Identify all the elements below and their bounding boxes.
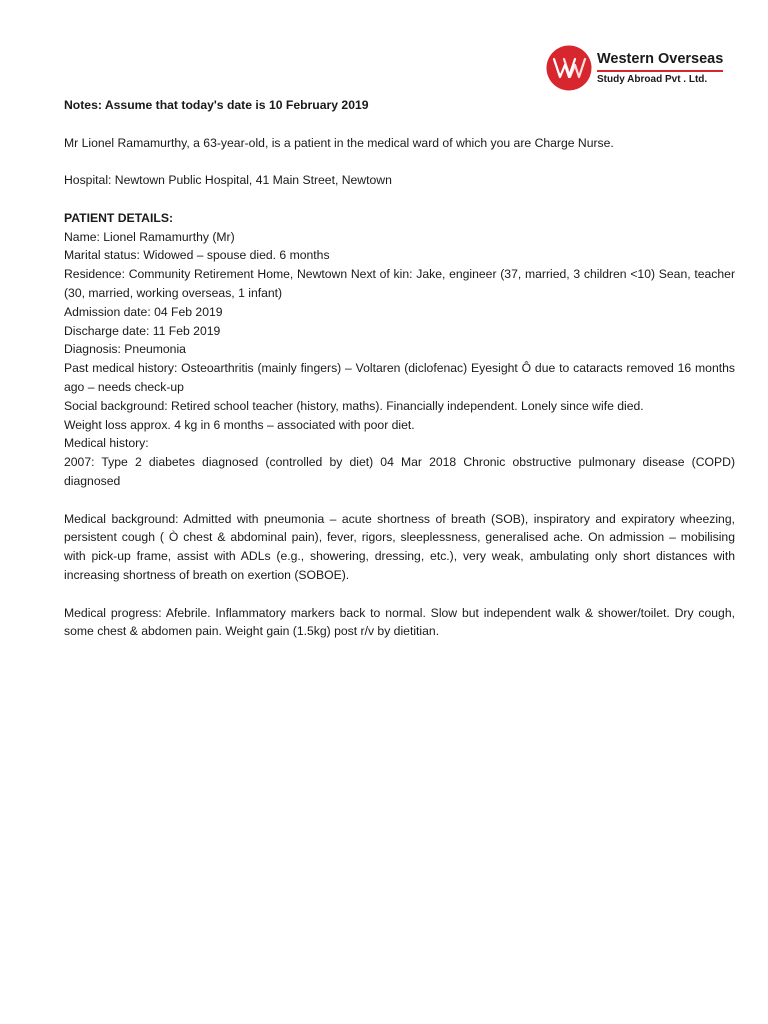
spacer	[64, 152, 735, 171]
company-logo	[546, 44, 736, 92]
medical-progress: Medical progress: Afebrile. Inflammatory markers back to normal. Slow but independent walk & shower/toilet. Dry cough, some chest & abdomen pain. Weight gain (1.5kg) post r/v by dietitian.	[64, 605, 735, 639]
notes-line: Notes: Assume that today's date is 10 February 2019	[64, 98, 369, 112]
logo-text	[597, 51, 723, 86]
residence: Residence: Community Retirement Home, Newtown Next of kin: Jake, engineer (37, married, 3 children <10) Sean, teacher (30, married, working overseas, 1 infant)	[64, 267, 735, 300]
spacer	[64, 115, 735, 134]
hospital-line: Hospital: Newtown Public Hospital, 41 Main Street, Newtown	[64, 173, 392, 188]
social-background: Social background: Retired school teacher (history, maths). Financially independent. Lonely since wife died.	[64, 398, 644, 413]
spacer	[64, 190, 735, 209]
case-notes-document	[64, 96, 735, 641]
medical-history-label: Medical history:	[64, 436, 149, 451]
brand-name: Western Overseas	[597, 51, 723, 72]
intro-paragraph: Mr Lionel Ramamurthy, a 63-year-old, is a patient in the medical ward of which you are Charge Nurse.	[64, 135, 614, 150]
patient-name: Name: Lionel Ramamurthy (Mr)	[64, 229, 235, 244]
discharge-date: Discharge date: 11 Feb 2019	[64, 323, 221, 338]
admission-date: Admission date: 04 Feb 2019	[64, 304, 223, 319]
patient-details-heading: PATIENT DETAILS:	[64, 210, 174, 225]
past-medical-history: Past medical history: Osteoarthritis (mainly fingers) – Voltaren (diclofenac) Eyesight Ô due to cataracts removed 16 months ago – needs check-up	[64, 361, 735, 394]
spacer	[64, 585, 735, 604]
weight-loss: Weight loss approx. 4 kg in 6 months – associated with poor diet.	[64, 417, 415, 432]
western-overseas-logo-icon	[546, 45, 592, 91]
medical-background: Medical background: Admitted with pneumonia – acute shortness of breath (SOB), inspiratory and expiratory wheezing, persistent cough ( Ò chest & abdominal pain), fever, rigors, sleeplessness, generalised ache. On admission – mobilising with pick-up frame, assist with ADLs (e.g., showering, dressing, etc.), very weak, ambulating only short distances with increasing shortness of breath on exertion (SOBOE).	[64, 511, 735, 582]
diagnosis: Diagnosis: Pneumonia	[64, 342, 186, 357]
brand-tagline: Study Abroad Pvt . Ltd.	[597, 73, 708, 85]
spacer	[64, 491, 735, 510]
medical-history: 2007: Type 2 diabetes diagnosed (controlled by diet) 04 Mar 2018 Chronic obstructive pulmonary disease (COPD) diagnosed	[64, 455, 735, 488]
marital-status: Marital status: Widowed – spouse died. 6 months	[64, 248, 330, 263]
